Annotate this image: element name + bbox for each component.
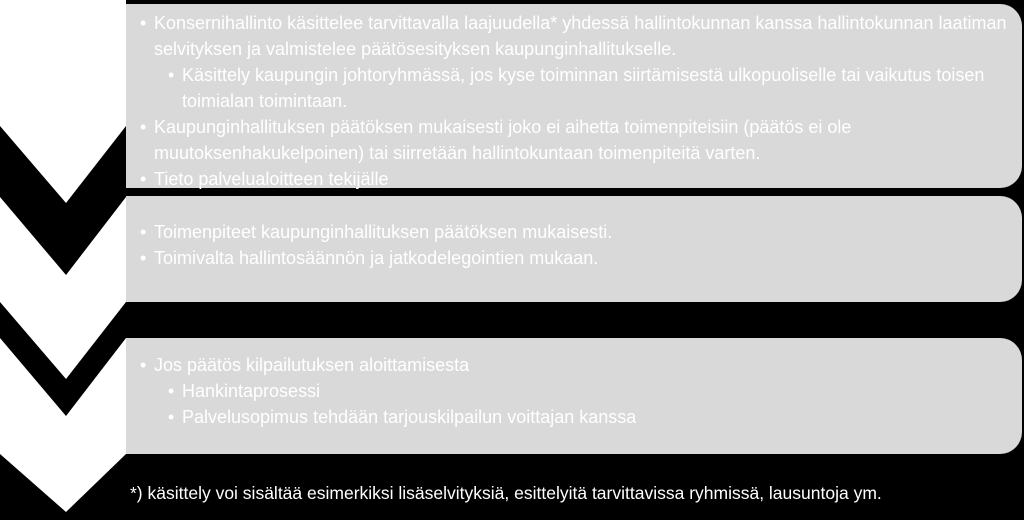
- step-2-list: [140, 219, 1008, 271]
- step-2-box: [126, 196, 1022, 302]
- footnote: *) käsittely voi sisältää esimerkiksi lisäselvityksiä, esittelyitä tarvittavissa ryhmissä, lausuntoja ym.: [130, 483, 882, 503]
- sub-bullet-text: Palvelusopimus tehdään tarjouskilpailun voittajan kanssa: [182, 407, 637, 427]
- bullet-text: Kaupunginhallituksen päätöksen mukaisesti joko ei aihetta toimenpiteisiin (päätös ei ole muutoksenhakukelpoinen) tai siirretään hallintokuntaan toimenpiteitä varten.: [154, 117, 852, 163]
- list-item: [140, 166, 1008, 192]
- sub-list: [154, 62, 1008, 114]
- chevron-step-2: [0, 197, 126, 379]
- sub-bullet-text: Käsittely kaupungin johtoryhmässä, jos kyse toiminnan siirtämisestä ulkopuoliselle tai vaikutus toisen toimialan toimintaan.: [182, 65, 985, 111]
- bullet-text: Toimenpiteet kaupunginhallituksen päätöksen mukaisesti.: [154, 222, 613, 242]
- bullet-text: Toimivalta hallintosäännön ja jatkodelegointien mukaan.: [154, 248, 599, 268]
- list-item: [168, 62, 1008, 114]
- bullet-text: Jos päätös kilpailutuksen aloittamisesta: [154, 355, 470, 375]
- list-item: [168, 378, 1008, 404]
- bullet-text: Tieto palvelualoitteen tekijälle: [154, 169, 389, 189]
- step-1-box: [126, 4, 1022, 188]
- bullet-text: Konsernihallinto käsittelee tarvittavalla laajuudella* yhdessä hallintokunnan kanssa hallintokunnan laatiman selvityksen ja valmistelee päätösesityksen kaupunginhallitukselle.: [154, 13, 1007, 59]
- step-3-list: [140, 352, 1008, 430]
- list-item: [140, 245, 1008, 271]
- chevron-step-1: [0, 0, 126, 203]
- step-1-list: [140, 10, 1008, 192]
- list-item: [140, 10, 1008, 114]
- sub-list: [154, 378, 1008, 430]
- step-3-box: [126, 338, 1022, 454]
- list-item: [168, 404, 1008, 430]
- list-item: [140, 219, 1008, 245]
- list-item: [140, 352, 1008, 430]
- list-item: [140, 114, 1008, 166]
- sub-bullet-text: Hankintaprosessi: [182, 381, 321, 401]
